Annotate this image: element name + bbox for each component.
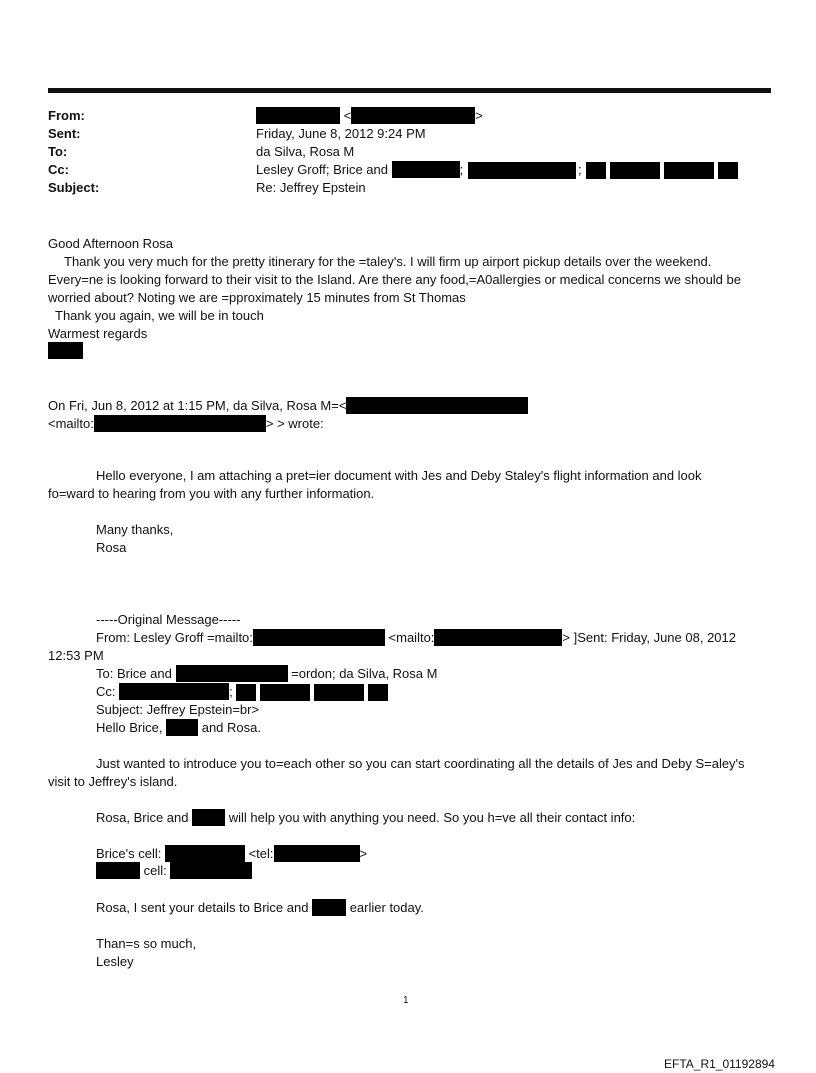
redaction-box — [368, 684, 388, 701]
redaction-box — [176, 665, 288, 682]
redaction-box — [170, 862, 252, 879]
reply-line-1: Thank you very much for the pretty itinerary for the =taley's. I will firm up airport pickup details over the weekend. — [64, 254, 712, 269]
redaction-box — [610, 162, 660, 179]
quote-mailto-close: > > wrote: — [265, 416, 324, 431]
from-value — [256, 107, 483, 125]
redaction-box — [312, 899, 346, 916]
original-from-suffix: > ]Sent: Friday, June 08, 2012 — [562, 630, 736, 645]
original-to-line — [96, 665, 437, 683]
quote-body-2: fo=ward to hearing from you with any further information. — [48, 486, 375, 501]
original-sent-suffix: earlier today. — [349, 900, 424, 915]
redaction-box — [346, 397, 528, 414]
redaction-box — [351, 107, 475, 124]
quote-mailto-open: <mailto: — [48, 416, 94, 431]
redaction-box — [468, 162, 576, 179]
reply-line-3: worried about? Noting we are =pproximately 15 minutes from St Thomas — [48, 290, 466, 305]
original-to-prefix: To: Brice and — [96, 666, 172, 681]
redaction-box — [260, 684, 310, 701]
original-hello-suffix: and Rosa. — [201, 720, 261, 735]
redaction-box — [314, 684, 364, 701]
original-hello-line — [96, 719, 261, 737]
original-sent-line — [96, 899, 424, 917]
subject-value: Re: Jeffrey Epstein — [256, 180, 366, 195]
cc-separator: ; — [459, 162, 464, 177]
footer-id: EFTA_R1_01192894 — [664, 1057, 775, 1071]
cc-separator-2: ; — [578, 162, 582, 177]
original-cell2-label: cell: — [143, 863, 167, 878]
reply-line-2: Every=ne is looking forward to their visit to the Island. Are there any food,=A0allergies or medical concerns we should be — [48, 272, 741, 287]
original-intro-2: visit to Jeffrey's island. — [48, 774, 178, 789]
original-from-mid: <mailto: — [388, 630, 435, 645]
redaction-box — [664, 162, 714, 179]
redaction-box — [119, 683, 229, 700]
redaction-box — [236, 684, 256, 701]
quote-thanks: Many thanks, — [96, 522, 174, 537]
redaction-box — [434, 629, 562, 646]
reply-closing: Warmest regards — [48, 326, 148, 341]
original-time: 12:53 PM — [48, 648, 104, 663]
redaction-box — [586, 162, 606, 179]
quote-name: Rosa — [96, 540, 127, 555]
original-help-line — [96, 809, 635, 827]
cc-text: Lesley Groff; Brice and — [256, 162, 388, 177]
original-brice-cell-line — [96, 845, 367, 863]
quote-body-1: Hello everyone, I am attaching a pret=ier document with Jes and Deby Staley's flight information and look — [96, 468, 702, 483]
original-sent-prefix: Rosa, I sent your details to Brice and — [96, 900, 309, 915]
original-from-prefix: From: Lesley Groff =mailto: — [96, 630, 253, 645]
original-from-line — [96, 629, 736, 647]
subject-label: Subject: — [48, 180, 100, 195]
redaction-box — [165, 845, 245, 862]
sent-value: Friday, June 8, 2012 9:24 PM — [256, 126, 426, 141]
redaction-box — [96, 862, 140, 879]
original-to-suffix: =ordon; da Silva, Rosa M — [291, 666, 438, 681]
cc-label: Cc: — [48, 162, 69, 177]
sent-label: Sent: — [48, 126, 81, 141]
original-thanks: Than=s so much, — [96, 936, 197, 951]
reply-line-4: Thank you again, we will be in touch — [55, 308, 264, 323]
original-brice-cell-label: Brice's cell: — [96, 846, 162, 861]
redaction-box — [94, 415, 266, 432]
original-subject: Subject: Jeffrey Epstein=br> — [96, 702, 260, 717]
quote-on-text: On Fri, Jun 8, 2012 at 1:15 PM, da Silva, Rosa M=< — [48, 398, 347, 413]
to-label: To: — [48, 144, 68, 159]
quote-on-line — [48, 397, 528, 415]
original-tel-close: > — [359, 846, 368, 861]
from-label: From: — [48, 108, 85, 123]
to-value: da Silva, Rosa M — [256, 144, 355, 159]
original-tel-open: <tel: — [248, 846, 274, 861]
from-gt: > — [475, 108, 483, 123]
original-cc-prefix: Cc: — [96, 684, 116, 699]
redaction-box — [718, 162, 738, 179]
quote-mailto-line — [48, 415, 324, 433]
redaction-box — [274, 845, 360, 862]
redaction-box — [48, 342, 83, 359]
redaction-box — [166, 719, 198, 736]
reply-greeting: Good Afternoon Rosa — [48, 236, 174, 251]
original-name: Lesley — [96, 954, 134, 969]
original-hello-prefix: Hello Brice, — [96, 720, 163, 735]
original-separator: -----Original Message----- — [96, 612, 241, 627]
original-intro-1: Just wanted to introduce you to=each other so you can start coordinating all the details of Jes and Deby S=aley's — [96, 756, 745, 771]
original-cc-sep: ; — [229, 684, 233, 699]
original-help-prefix: Rosa, Brice and — [96, 810, 189, 825]
from-lt: < — [343, 108, 352, 123]
original-help-suffix: will help you with anything you need. So you h=ve all their contact info: — [228, 810, 636, 825]
redaction-box — [256, 107, 340, 124]
redaction-box — [192, 809, 225, 826]
redaction-box — [392, 161, 460, 178]
original-cc-line — [96, 683, 233, 701]
header-rule — [48, 88, 771, 93]
cc-value — [256, 161, 463, 179]
original-cell2-line — [96, 862, 252, 880]
page-number: 1 — [403, 995, 409, 1006]
redaction-box — [253, 629, 385, 646]
